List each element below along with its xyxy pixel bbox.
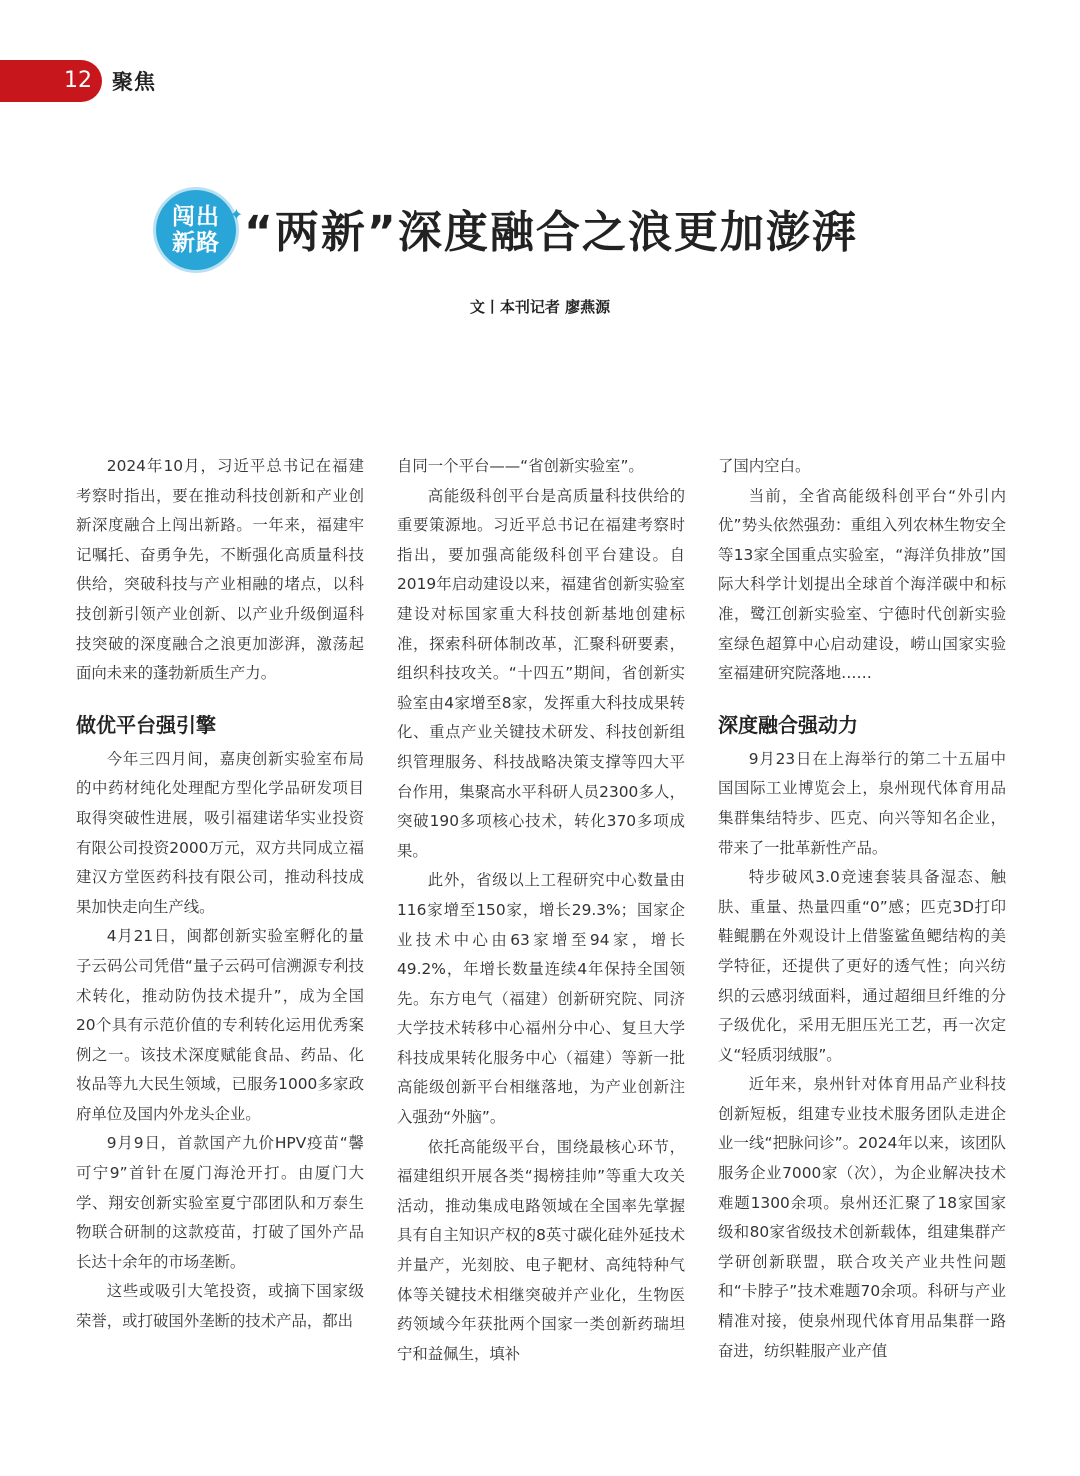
paragraph: 9月23日在上海举行的第二十五届中国国际工业博览会上，泉州现代体育用品集群集结特步、匹克、向兴等知名企业，带来了一批革新性产品。 [718,749,1006,857]
page-number-tab [0,60,102,102]
paragraph: 2024年10月，习近平总书记在福建考察时指出，要在推动科技创新和产业创新深度融合上闯出新路。一年来，福建牢记嘱托、奋勇争先，不断强化高质量科技供给，突破科技与产业相融的堵点，以科技创新引领产业创新、以产业升级倒逼科技突破的深度融合之浪更加澎湃，激荡起面向未来的蓬勃新质生产力。 [76,457,364,683]
paragraph: 9月9日，首款国产九价HPV疫苗“馨可宁9”首针在厦门海沧开打。由厦门大学、翔安创新实验室夏宁邵团队和万泰生物联合研制的这款疫苗，打破了国外产品长达十余年的市场垄断。 [76,1134,364,1271]
paragraph: 依托高能级平台，围绕最核心环节，福建组织开展各类“揭榜挂帅”等重大攻关活动，推动集成电路领域在全国率先掌握具有自主知识产权的8英寸碳化硅外延技术并量产，光刻胶、电子靶材、高纯特种气体等关键技术相继突破并产业化，生物医药领域今年获批两个国家一类创新药瑞坦宁和益佩生，填补 [397,1137,685,1363]
article-title: “两新”深度融合之浪更加澎湃 [244,207,858,258]
text-column-1 [76,452,364,1337]
section-label: 聚焦 [112,70,156,94]
paragraph: 4月21日，闽都创新实验室孵化的量子云码公司凭借“量子云码可信溯源专利技术转化，推动防伪技术提升”，成为全国20个具有示范价值的专利转化运用优秀案例之一。该技术深度赋能食品、药品、化妆品等九大民生领域，已服务1000多家政府单位及国内外龙头企业。 [76,927,364,1123]
paragraph: 近年来，泉州针对体育用品产业科技创新短板，组建专业技术服务团队走进企业一线“把脉问诊”。2024年以来，该团队服务企业7000家（次），为企业解决技术难题1300余项。泉州还汇聚了18家国家级和80家省级技术创新载体，组建集群产学研创新联盟，联合攻关产业共性问题和“卡脖子”技术难题70余项。科研与产业精准对接，使泉州现代体育用品集群一路奋进，纺织鞋服产业产值 [718,1075,1006,1360]
sparkle-icon: ✦ [229,205,244,224]
page-number: 12 [64,68,92,93]
section-heading: 做优平台强引擎 [76,712,216,737]
paragraph: 此外，省级以上工程研究中心数量由116家增至150家，增长29.3%；国家企业技术中心由63家增至94家，增长49.2%，年增长数量连续4年保持全国领先。东方电气（福建）创新研究院、同济大学技术转移中心福州分中心、复旦大学科技成果转化服务中心（福建）等新一批高能级创新平台相继落地，为产业创新注入强劲“外脑”。 [397,871,685,1127]
paragraph: 今年三四月间，嘉庚创新实验室布局的中药材纯化处理配方型化学品研发项目取得突破性进展，吸引福建诺华实业投资有限公司投资2000万元，双方共同成立福建汉方堂医药科技有限公司，推动科技成果加快走向生产线。 [76,749,364,916]
paragraph-continued: 了国内空白。 [718,457,811,475]
column-badge [156,190,244,270]
section-heading: 深度融合强动力 [718,712,858,737]
paragraph: 当前，全省高能级科创平台“外引内优”势头依然强劲：重组入列农林生物安全等13家全国重点实验室，“海洋负排放”国际大科学计划提出全球首个海洋碳中和标准，鹭江创新实验室、宁德时代创新实验室绿色超算中心启动建设，崂山国家实验室福建研究院落地…… [718,486,1006,683]
badge-line-2: 新路 [172,230,220,256]
paragraph: 特步破风3.0竞速套装具备湿态、触肤、重量、热量四重“0”感；匹克3D打印鞋鲲鹏在外观设计上借鉴鲨鱼鳃结构的美学特征，还提供了更好的透气性；向兴纺织的云感羽绒面料，通过超细旦纤维的分子级优化，采用无胆压光工艺，再一次定义“轻质羽绒服”。 [718,868,1006,1064]
text-column-2 [397,452,685,1369]
paragraph: 高能级科创平台是高质量科技供给的重要策源地。习近平总书记在福建考察时指出，要加强高能级科创平台建设。自2019年启动建设以来，福建省创新实验室建设对标国家重大科技创新基地创建标准，探索科研体制改革，汇聚科研要素，组织科技攻关。“十四五”期间，省创新实验室由4家增至8家，发挥重大科技成果转化、重点产业关键技术研发、科技创新组织管理服务、科技战略决策支撑等四大平台作用，集聚高水平科研人员2300多人，突破190多项核心技术，转化370多项成果。 [397,486,685,860]
paragraph: 这些或吸引大笔投资，或摘下国家级荣誉，或打破国外垄断的技术产品，都出 [76,1282,364,1331]
badge-line-1: 闯出 [172,204,220,230]
text-column-3 [718,452,1006,1366]
article-byline: 文丨本刊记者 廖燕源 [469,298,611,316]
paragraph-continued: 自同一个平台——“省创新实验室”。 [397,457,644,475]
